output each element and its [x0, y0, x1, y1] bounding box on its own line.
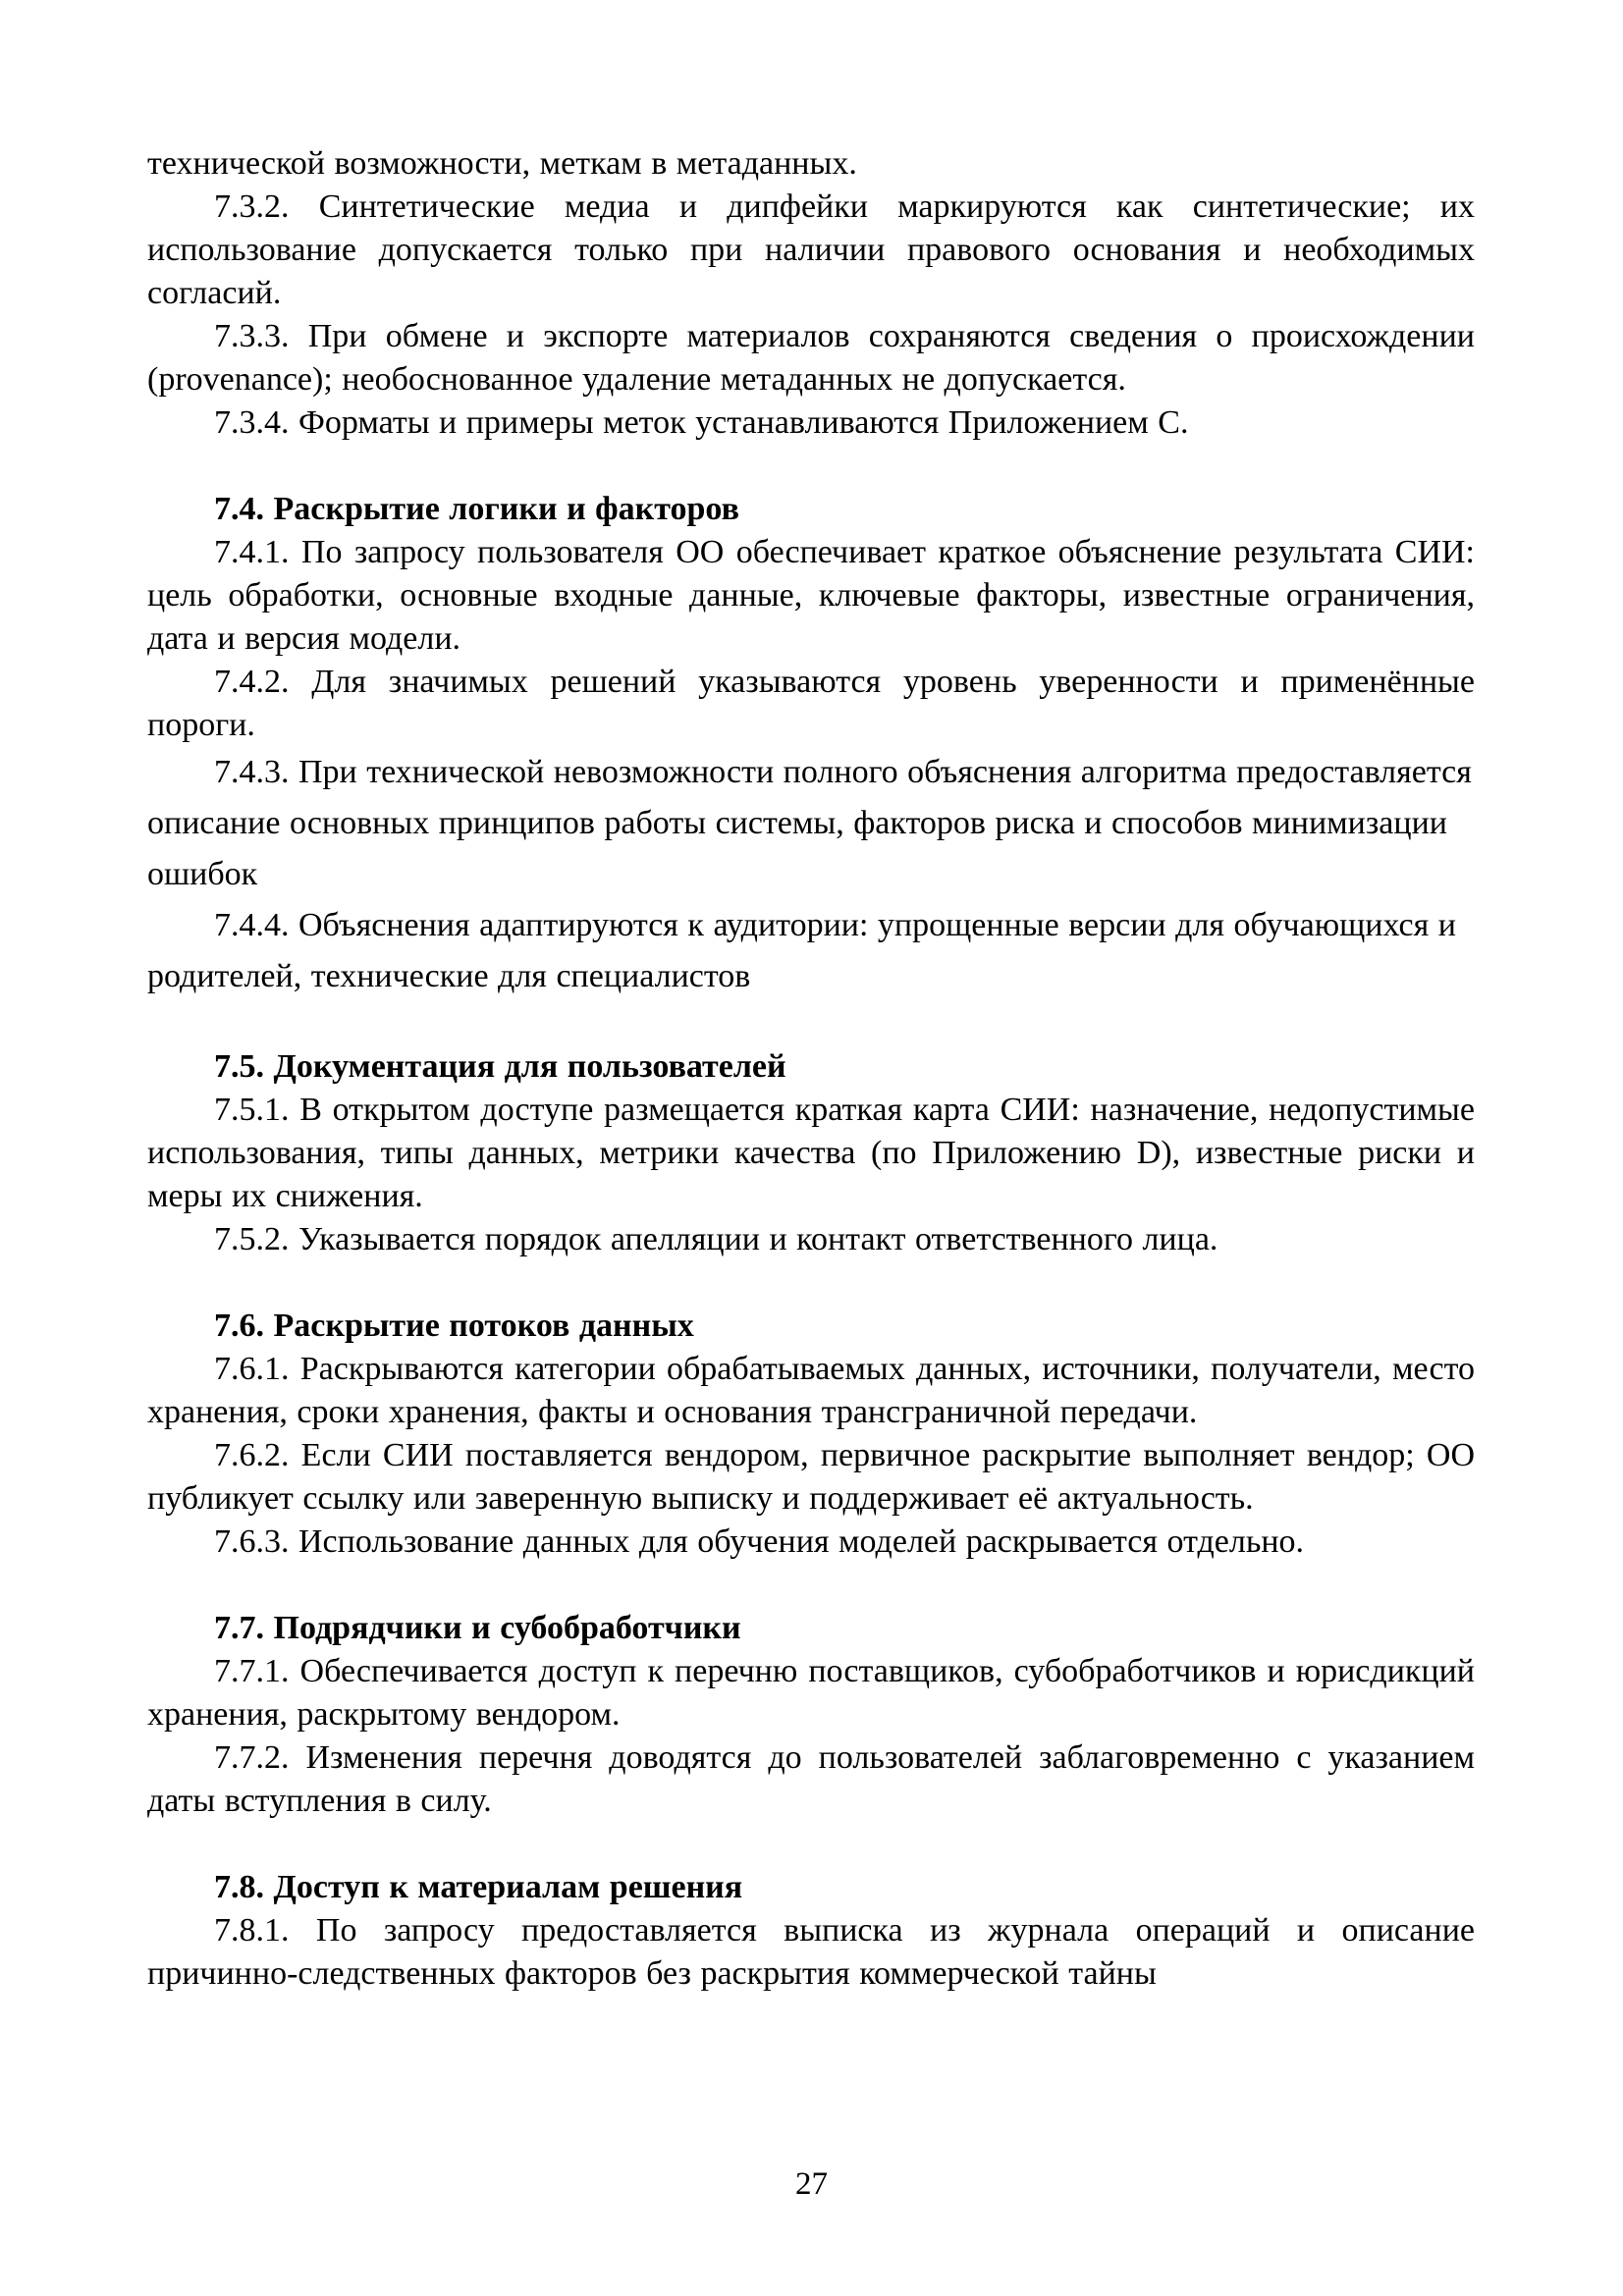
paragraph-7-6-2: 7.6.2. Если СИИ поставляется вендором, первичное раскрытие выполняет вендор; ОО публикует ссылку или заверенную выписку и поддерживает её актуальность.	[147, 1437, 1475, 1517]
paragraph-7-8-1: 7.8.1. По запросу предоставляется выписка из журнала операций и описание причинно-следственных факторов без раскрытия коммерческой тайны	[147, 1912, 1475, 1992]
paragraph-7-3-3: 7.3.3. При обмене и экспорте материалов сохраняются сведения о происхождении (provenance); необоснованное удаление метаданных не допускается.	[147, 318, 1475, 398]
paragraph-7-5-1: 7.5.1. В открытом доступе размещается краткая карта СИИ: назначение, недопустимые использования, типы данных, метрики качества (по Приложению D), известные риски и меры их снижения.	[147, 1092, 1475, 1214]
section-heading-7-7: 7.7. Подрядчики и субобработчики	[214, 1610, 741, 1646]
paragraph-7-7-2: 7.7.2. Изменения перечня доводятся до пользователей заблаговременно с указанием даты вступления в силу.	[147, 1739, 1475, 1819]
paragraph-7-4-4: 7.4.4. Объяснения адаптируются к аудитории: упрощенные версии для обучающихся и родителей, технические для специалистов	[147, 907, 1456, 994]
page-number: 27	[795, 2166, 828, 2202]
paragraph-7-4-1: 7.4.1. По запросу пользователя ОО обеспечивает краткое объяснение результата СИИ: цель обработки, основные входные данные, ключевые факторы, известные ограничения, дата и версия модели.	[147, 534, 1475, 657]
section-heading-7-4: 7.4. Раскрытие логики и факторов	[214, 491, 739, 527]
paragraph-7-4-3: 7.4.3. При технической невозможности полного объяснения алгоритма предоставляется описание основных принципов работы системы, факторов риска и способов минимизации ошибок	[147, 754, 1472, 892]
paragraph-7-6-3: 7.6.3. Использование данных для обучения моделей раскрывается отдельно.	[214, 1523, 1305, 1560]
paragraph-7-6-1: 7.6.1. Раскрываются категории обрабатываемых данных, источники, получатели, место хранения, сроки хранения, факты и основания трансграничной передачи.	[147, 1351, 1475, 1430]
paragraph-continuation: технической возможности, меткам в метаданных.	[147, 145, 857, 182]
paragraph-7-3-4: 7.3.4. Форматы и примеры меток устанавливаются Приложением C.	[214, 404, 1189, 441]
page-body-text	[147, 142, 1475, 1996]
section-heading-7-8: 7.8. Доступ к материалам решения	[214, 1869, 743, 1905]
section-heading-7-6: 7.6. Раскрытие потоков данных	[214, 1308, 694, 1344]
paragraph-7-4-2: 7.4.2. Для значимых решений указываются уровень уверенности и применённые пороги.	[147, 664, 1475, 743]
paragraph-7-5-2: 7.5.2. Указывается порядок апелляции и контакт ответственного лица.	[214, 1221, 1218, 1257]
section-heading-7-5: 7.5. Документация для пользователей	[214, 1048, 786, 1085]
paragraph-7-7-1: 7.7.1. Обеспечивается доступ к перечню поставщиков, субобработчиков и юрисдикций хранения, раскрытому вендором.	[147, 1653, 1475, 1733]
paragraph-7-3-2: 7.3.2. Синтетические медиа и дипфейки маркируются как синтетические; их использование допускается только при наличии правового основания и необходимых согласий.	[147, 188, 1475, 311]
